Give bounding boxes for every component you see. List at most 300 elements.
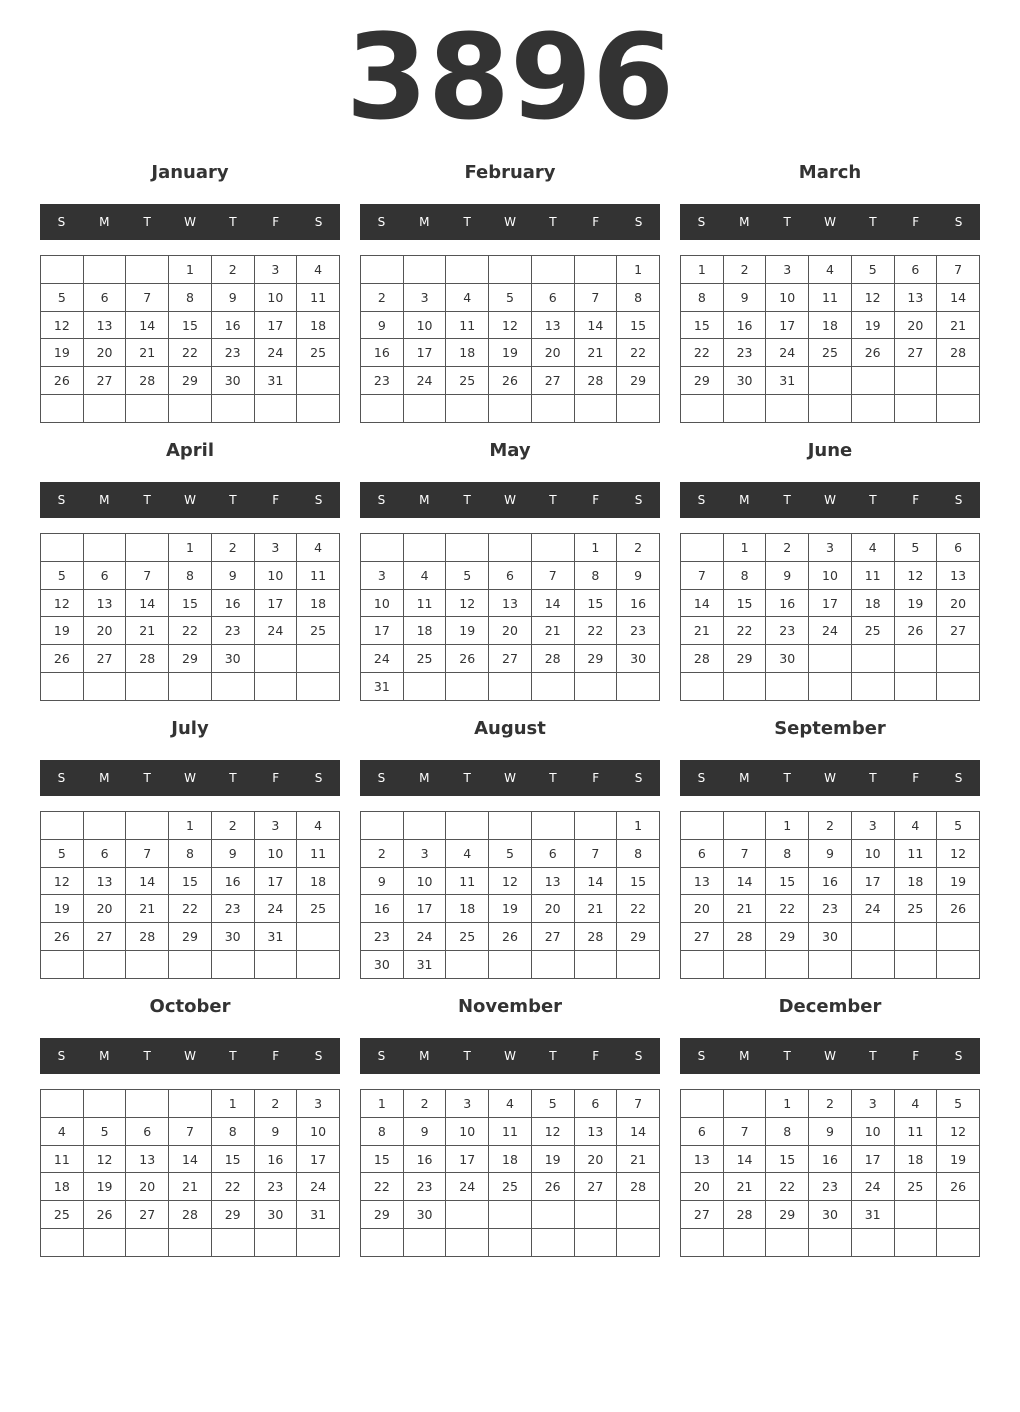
day-cell bbox=[403, 395, 446, 423]
day-cell: 13 bbox=[83, 311, 126, 339]
day-cell: 29 bbox=[361, 1201, 404, 1229]
week-row bbox=[41, 283, 340, 311]
day-cell: 10 bbox=[851, 839, 894, 867]
day-cell: 3 bbox=[851, 1090, 894, 1118]
day-cell bbox=[297, 923, 340, 951]
weekday-label: S bbox=[314, 493, 323, 507]
day-cell: 5 bbox=[531, 1090, 574, 1118]
day-cell: 4 bbox=[41, 1117, 84, 1145]
weekday-label: S bbox=[954, 771, 963, 785]
weekday-header bbox=[360, 482, 660, 518]
day-cell: 6 bbox=[83, 561, 126, 589]
day-cell: 16 bbox=[211, 311, 254, 339]
week-row bbox=[41, 1173, 340, 1201]
day-cell: 26 bbox=[41, 645, 84, 673]
day-cell: 29 bbox=[617, 923, 660, 951]
day-cell: 30 bbox=[723, 367, 766, 395]
day-cell: 15 bbox=[169, 867, 212, 895]
weekday-label: F bbox=[592, 771, 600, 785]
day-cell: 29 bbox=[723, 645, 766, 673]
day-cell: 2 bbox=[617, 534, 660, 562]
day-cell bbox=[41, 1229, 84, 1257]
day-cell bbox=[41, 395, 84, 423]
day-cell: 28 bbox=[126, 645, 169, 673]
day-cell bbox=[297, 645, 340, 673]
day-cell: 1 bbox=[617, 256, 660, 284]
week-row bbox=[361, 339, 660, 367]
week-row bbox=[681, 1201, 980, 1229]
day-cell: 9 bbox=[211, 839, 254, 867]
day-cell bbox=[617, 1201, 660, 1229]
day-cell: 8 bbox=[211, 1117, 254, 1145]
day-cell: 9 bbox=[211, 561, 254, 589]
day-cell: 28 bbox=[574, 367, 617, 395]
day-cell: 4 bbox=[894, 812, 937, 840]
weekday-label: W bbox=[824, 771, 836, 785]
day-cell bbox=[809, 673, 852, 701]
day-cell bbox=[169, 1229, 212, 1257]
week-row bbox=[681, 923, 980, 951]
month-november bbox=[360, 990, 660, 1223]
week-row bbox=[681, 339, 980, 367]
weekday-label: M bbox=[99, 1049, 110, 1063]
weekday-label: T bbox=[869, 1049, 877, 1063]
day-cell bbox=[361, 256, 404, 284]
weekday-label: W bbox=[184, 215, 196, 229]
day-cell: 17 bbox=[254, 867, 297, 895]
day-cell bbox=[723, 812, 766, 840]
day-cell: 16 bbox=[403, 1145, 446, 1173]
day-cell bbox=[254, 395, 297, 423]
week-row bbox=[681, 645, 980, 673]
day-cell: 16 bbox=[723, 311, 766, 339]
day-cell bbox=[169, 395, 212, 423]
week-row bbox=[41, 561, 340, 589]
day-cell: 25 bbox=[446, 367, 489, 395]
month-name: March bbox=[798, 162, 862, 183]
day-cell: 14 bbox=[531, 589, 574, 617]
day-cell: 30 bbox=[809, 1201, 852, 1229]
weekday-label: T bbox=[229, 215, 237, 229]
day-cell: 6 bbox=[894, 256, 937, 284]
day-cell: 15 bbox=[723, 589, 766, 617]
day-cell: 31 bbox=[297, 1201, 340, 1229]
day-cell bbox=[851, 645, 894, 673]
day-cell: 26 bbox=[937, 1173, 980, 1201]
weekday-label: M bbox=[419, 493, 430, 507]
day-cell: 12 bbox=[531, 1117, 574, 1145]
weekday-label: F bbox=[912, 493, 920, 507]
day-cell bbox=[83, 256, 126, 284]
day-cell: 29 bbox=[211, 1201, 254, 1229]
weekday-label: S bbox=[57, 771, 66, 785]
weekday-label: S bbox=[634, 771, 643, 785]
day-cell: 17 bbox=[446, 1145, 489, 1173]
weekday-label: S bbox=[377, 215, 386, 229]
week-row bbox=[41, 256, 340, 284]
weekday-label: F bbox=[592, 1049, 600, 1063]
week-row bbox=[41, 951, 340, 979]
day-cell bbox=[937, 395, 980, 423]
day-cell: 27 bbox=[531, 923, 574, 951]
month-name: February bbox=[464, 162, 556, 183]
day-cell: 25 bbox=[894, 1173, 937, 1201]
day-cell: 20 bbox=[83, 617, 126, 645]
day-cell: 28 bbox=[574, 923, 617, 951]
day-cell: 28 bbox=[126, 367, 169, 395]
day-cell: 22 bbox=[169, 617, 212, 645]
day-cell bbox=[446, 395, 489, 423]
weekday-label: M bbox=[419, 215, 430, 229]
day-cell: 23 bbox=[766, 617, 809, 645]
day-cell: 14 bbox=[617, 1117, 660, 1145]
weekday-label: T bbox=[869, 771, 877, 785]
day-cell: 15 bbox=[766, 867, 809, 895]
day-cell: 9 bbox=[766, 561, 809, 589]
weekday-label: W bbox=[504, 1049, 516, 1063]
day-cell: 8 bbox=[169, 561, 212, 589]
day-cell: 7 bbox=[617, 1090, 660, 1118]
day-grid bbox=[360, 811, 660, 979]
day-cell: 31 bbox=[766, 367, 809, 395]
day-cell bbox=[937, 951, 980, 979]
weekday-label: T bbox=[463, 771, 471, 785]
day-cell: 21 bbox=[126, 617, 169, 645]
day-cell: 15 bbox=[169, 311, 212, 339]
day-cell: 27 bbox=[681, 1201, 724, 1229]
day-cell: 27 bbox=[489, 645, 532, 673]
week-row bbox=[41, 534, 340, 562]
day-cell: 6 bbox=[937, 534, 980, 562]
day-cell: 8 bbox=[766, 1117, 809, 1145]
day-cell bbox=[489, 256, 532, 284]
day-cell bbox=[83, 673, 126, 701]
day-cell bbox=[894, 923, 937, 951]
day-cell bbox=[489, 812, 532, 840]
day-cell bbox=[41, 256, 84, 284]
day-cell: 14 bbox=[574, 311, 617, 339]
day-cell: 8 bbox=[681, 283, 724, 311]
day-cell bbox=[809, 395, 852, 423]
day-cell: 9 bbox=[361, 867, 404, 895]
day-grid bbox=[680, 533, 980, 701]
day-cell bbox=[809, 1229, 852, 1257]
day-cell bbox=[617, 951, 660, 979]
day-cell: 10 bbox=[766, 283, 809, 311]
day-cell: 2 bbox=[361, 283, 404, 311]
day-cell: 2 bbox=[211, 534, 254, 562]
week-row bbox=[681, 812, 980, 840]
day-grid bbox=[40, 1089, 340, 1257]
weekday-label: S bbox=[377, 771, 386, 785]
day-cell: 25 bbox=[809, 339, 852, 367]
week-row bbox=[361, 395, 660, 423]
day-cell: 10 bbox=[403, 867, 446, 895]
day-cell bbox=[446, 1229, 489, 1257]
day-cell: 13 bbox=[937, 561, 980, 589]
day-cell: 16 bbox=[766, 589, 809, 617]
day-cell: 11 bbox=[297, 283, 340, 311]
day-cell: 2 bbox=[809, 1090, 852, 1118]
day-cell: 5 bbox=[41, 283, 84, 311]
week-row bbox=[361, 311, 660, 339]
weekday-label: M bbox=[99, 215, 110, 229]
weekday-label: T bbox=[143, 1049, 151, 1063]
day-cell: 10 bbox=[361, 589, 404, 617]
day-cell bbox=[169, 673, 212, 701]
day-cell: 9 bbox=[723, 283, 766, 311]
day-cell: 24 bbox=[297, 1173, 340, 1201]
weekday-header bbox=[40, 482, 340, 518]
day-cell: 23 bbox=[809, 1173, 852, 1201]
day-cell bbox=[531, 1201, 574, 1229]
day-cell: 24 bbox=[446, 1173, 489, 1201]
day-cell: 19 bbox=[41, 895, 84, 923]
day-cell: 19 bbox=[894, 589, 937, 617]
day-cell: 21 bbox=[574, 339, 617, 367]
week-row bbox=[41, 867, 340, 895]
day-cell: 17 bbox=[361, 617, 404, 645]
day-cell: 11 bbox=[489, 1117, 532, 1145]
day-cell bbox=[83, 1229, 126, 1257]
day-cell: 22 bbox=[361, 1173, 404, 1201]
day-cell: 14 bbox=[169, 1145, 212, 1173]
weekday-label: S bbox=[314, 771, 323, 785]
day-cell bbox=[297, 395, 340, 423]
day-cell: 7 bbox=[574, 839, 617, 867]
day-cell bbox=[489, 395, 532, 423]
day-cell bbox=[681, 673, 724, 701]
day-cell bbox=[254, 645, 297, 673]
day-cell bbox=[681, 812, 724, 840]
day-cell: 23 bbox=[361, 923, 404, 951]
day-cell bbox=[297, 951, 340, 979]
day-cell: 8 bbox=[723, 561, 766, 589]
day-cell bbox=[723, 395, 766, 423]
day-cell: 2 bbox=[766, 534, 809, 562]
day-cell: 23 bbox=[403, 1173, 446, 1201]
day-cell bbox=[126, 534, 169, 562]
day-cell: 16 bbox=[361, 895, 404, 923]
day-cell: 10 bbox=[809, 561, 852, 589]
weekday-header bbox=[360, 1038, 660, 1074]
day-cell bbox=[937, 367, 980, 395]
week-row bbox=[361, 256, 660, 284]
day-cell bbox=[851, 923, 894, 951]
weekday-label: T bbox=[783, 493, 791, 507]
day-cell bbox=[809, 951, 852, 979]
day-cell: 6 bbox=[489, 561, 532, 589]
day-cell: 14 bbox=[126, 589, 169, 617]
day-cell bbox=[851, 951, 894, 979]
month-july bbox=[40, 712, 340, 945]
weekday-label: S bbox=[377, 1049, 386, 1063]
day-cell: 30 bbox=[211, 923, 254, 951]
day-cell: 14 bbox=[126, 311, 169, 339]
month-august bbox=[360, 712, 660, 973]
day-cell bbox=[851, 395, 894, 423]
day-cell: 10 bbox=[254, 561, 297, 589]
day-cell bbox=[211, 951, 254, 979]
day-cell bbox=[446, 673, 489, 701]
day-cell bbox=[723, 1229, 766, 1257]
day-cell: 22 bbox=[574, 617, 617, 645]
day-cell: 29 bbox=[766, 923, 809, 951]
day-cell bbox=[403, 1229, 446, 1257]
day-cell: 21 bbox=[723, 895, 766, 923]
day-grid bbox=[40, 255, 340, 423]
day-cell: 21 bbox=[126, 895, 169, 923]
weekday-label: W bbox=[824, 1049, 836, 1063]
day-cell: 18 bbox=[403, 617, 446, 645]
day-cell: 24 bbox=[361, 645, 404, 673]
week-row bbox=[681, 1117, 980, 1145]
day-cell: 28 bbox=[617, 1173, 660, 1201]
day-cell: 9 bbox=[809, 839, 852, 867]
day-cell bbox=[41, 812, 84, 840]
weekday-label: S bbox=[697, 493, 706, 507]
week-row bbox=[361, 839, 660, 867]
weekday-label: F bbox=[912, 1049, 920, 1063]
day-cell: 17 bbox=[809, 589, 852, 617]
day-cell: 27 bbox=[937, 617, 980, 645]
day-cell bbox=[169, 951, 212, 979]
day-cell: 15 bbox=[617, 311, 660, 339]
day-cell: 16 bbox=[211, 867, 254, 895]
day-cell bbox=[681, 395, 724, 423]
day-cell: 18 bbox=[489, 1145, 532, 1173]
day-cell bbox=[681, 534, 724, 562]
day-cell: 23 bbox=[617, 617, 660, 645]
day-cell bbox=[574, 395, 617, 423]
day-cell: 20 bbox=[531, 895, 574, 923]
weekday-header bbox=[680, 760, 980, 796]
day-cell: 3 bbox=[254, 534, 297, 562]
day-cell: 25 bbox=[41, 1201, 84, 1229]
day-cell: 25 bbox=[297, 339, 340, 367]
day-cell bbox=[617, 673, 660, 701]
week-row bbox=[361, 923, 660, 951]
day-cell: 23 bbox=[211, 617, 254, 645]
weekday-header bbox=[360, 204, 660, 240]
day-cell: 1 bbox=[617, 812, 660, 840]
day-cell: 20 bbox=[937, 589, 980, 617]
day-cell: 10 bbox=[403, 311, 446, 339]
day-cell bbox=[937, 645, 980, 673]
month-february bbox=[360, 156, 660, 389]
day-cell: 24 bbox=[809, 617, 852, 645]
day-cell: 14 bbox=[723, 867, 766, 895]
day-cell: 11 bbox=[297, 561, 340, 589]
day-cell: 27 bbox=[83, 923, 126, 951]
day-cell bbox=[894, 1201, 937, 1229]
day-cell bbox=[574, 1201, 617, 1229]
week-row bbox=[361, 645, 660, 673]
weekday-label: T bbox=[783, 771, 791, 785]
day-cell: 19 bbox=[937, 1145, 980, 1173]
day-cell: 10 bbox=[254, 283, 297, 311]
weekday-label: F bbox=[272, 771, 280, 785]
day-cell: 30 bbox=[617, 645, 660, 673]
week-row bbox=[361, 1173, 660, 1201]
day-cell bbox=[851, 673, 894, 701]
day-cell: 1 bbox=[169, 812, 212, 840]
day-cell: 9 bbox=[361, 311, 404, 339]
weekday-label: F bbox=[592, 215, 600, 229]
weekday-label: S bbox=[634, 493, 643, 507]
week-row bbox=[361, 589, 660, 617]
day-cell: 13 bbox=[531, 311, 574, 339]
day-cell: 27 bbox=[894, 339, 937, 367]
weekday-label: S bbox=[634, 215, 643, 229]
day-cell: 2 bbox=[211, 256, 254, 284]
day-cell bbox=[766, 673, 809, 701]
day-cell: 5 bbox=[489, 839, 532, 867]
day-cell bbox=[531, 395, 574, 423]
day-cell: 7 bbox=[126, 283, 169, 311]
day-cell: 19 bbox=[531, 1145, 574, 1173]
day-cell bbox=[574, 951, 617, 979]
day-cell: 28 bbox=[723, 1201, 766, 1229]
week-row bbox=[681, 1145, 980, 1173]
day-cell: 2 bbox=[361, 839, 404, 867]
day-cell: 30 bbox=[403, 1201, 446, 1229]
day-cell: 11 bbox=[851, 561, 894, 589]
day-cell: 16 bbox=[361, 339, 404, 367]
day-cell: 10 bbox=[254, 839, 297, 867]
day-cell: 13 bbox=[489, 589, 532, 617]
day-cell: 26 bbox=[851, 339, 894, 367]
day-cell: 24 bbox=[403, 923, 446, 951]
day-cell: 15 bbox=[211, 1145, 254, 1173]
weekday-label: T bbox=[869, 493, 877, 507]
day-grid bbox=[680, 255, 980, 423]
week-row bbox=[681, 534, 980, 562]
day-cell bbox=[574, 256, 617, 284]
day-cell: 3 bbox=[403, 283, 446, 311]
day-cell bbox=[489, 951, 532, 979]
day-cell: 20 bbox=[531, 339, 574, 367]
day-cell: 7 bbox=[681, 561, 724, 589]
month-december bbox=[680, 990, 980, 1223]
weekday-label: S bbox=[314, 215, 323, 229]
day-cell bbox=[574, 1229, 617, 1257]
day-cell: 26 bbox=[489, 923, 532, 951]
day-cell: 19 bbox=[937, 867, 980, 895]
day-cell: 24 bbox=[254, 895, 297, 923]
day-cell: 18 bbox=[41, 1173, 84, 1201]
day-cell: 22 bbox=[723, 617, 766, 645]
day-cell: 3 bbox=[766, 256, 809, 284]
day-cell bbox=[489, 1201, 532, 1229]
month-name: September bbox=[774, 718, 886, 739]
day-cell: 9 bbox=[403, 1117, 446, 1145]
day-cell bbox=[403, 673, 446, 701]
weekday-label: W bbox=[184, 1049, 196, 1063]
week-row bbox=[361, 534, 660, 562]
day-cell: 18 bbox=[446, 339, 489, 367]
day-cell: 20 bbox=[681, 1173, 724, 1201]
day-cell: 6 bbox=[83, 839, 126, 867]
day-cell: 22 bbox=[169, 339, 212, 367]
day-cell: 8 bbox=[169, 283, 212, 311]
week-row bbox=[681, 867, 980, 895]
weekday-label: T bbox=[229, 1049, 237, 1063]
day-cell: 1 bbox=[361, 1090, 404, 1118]
week-row bbox=[41, 673, 340, 701]
weekday-label: F bbox=[272, 1049, 280, 1063]
day-cell bbox=[83, 1090, 126, 1118]
